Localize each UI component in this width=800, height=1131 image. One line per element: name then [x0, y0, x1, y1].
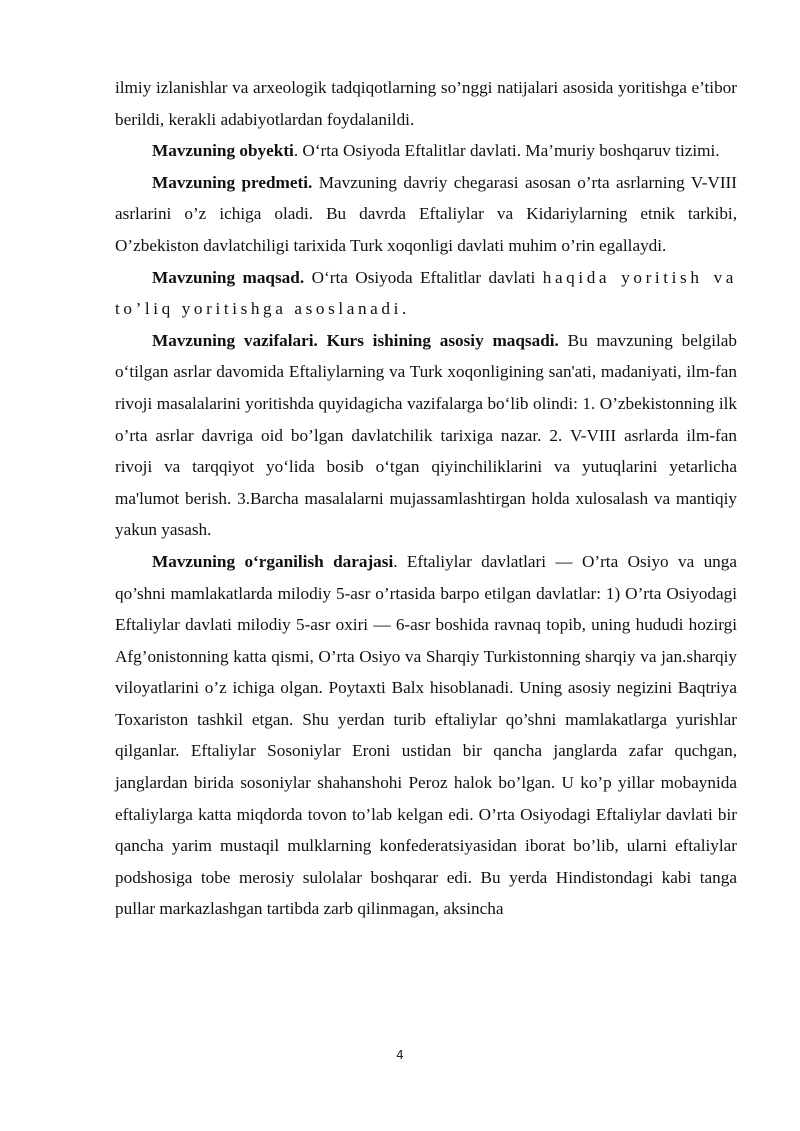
document-page [115, 72, 737, 925]
maqsad-spaced-text: haqida yoritish va to’liq yoritishga asoslanadi. [115, 267, 737, 319]
predmet-text: Mavzuning davriy chegarasi asosan o’rta asrlarning V-VIII asrlarini o’z ichiga oladi. Bu davrda Eftaliylar va Kidariylarning etnik tarkibi, O’zbekiston davlatchiligi tarixida Turk xoqonligi davlati muhim o’rin egallaydi. [115, 172, 738, 255]
page-number: 4 [396, 1048, 404, 1062]
maqsad-heading: Mavzuning maqsad. [152, 267, 305, 287]
vazifalari-text: Bu mavzuning belgilab o‘tilgan asrlar davomida Eftaliylarning va Turk xoqonligining san'ati, madaniyati, ilm-fan rivoji masalalarini yoritishda quyidagicha vazifalarga bo‘lib olindi: 1. O’zbekistonning ilk o’rta asrlar davriga oid bo’lgan davlatchilik tarixiga nazar. 2. V-VIII asrlarda ilm-fan rivoji va tarqqiyot yo‘lida bosib o‘tgan qiyinchiliklarini va yutuqlarini yetarlicha ma'lumot berish. 3.Barcha masalalarni mujassamlashtirgan holda xulosalash va mantiqiy yakun yasash. [115, 330, 737, 540]
darajasi-text: . Eftaliylar davlatlari — O’rta Osiyo va unga qo’shni mamlakatlarda milodiy 5-asr o’rtasida barpo etilgan davlatlar: 1) O’rta Osiyodagi Eftaliylar davlati milodiy 5-asr oxiri — 6-asr boshida ravnaq topib, uning hududi hozirgi Afg’onistonning katta qismi, O’rta Osiyo va Sharqiy Turkistonning sharqiy va jan.sharqiy viloyatlarini o’z ichiga olgan. Poytaxti Balx hisoblanadi. Uning asosiy negizini Baqtriya Toxariston tashkil etgan. Shu yerdan turib eftaliylar qo’shni mamlakatlarga yurishlar qilganlar. Eftaliylar Sosoniylar Eroni ustidan bir qancha janglarda zafar quchgan, janglardan birida sosoniylar shahanshohi Peroz halok bo’lgan. U ko’p yillar mobaynida eftaliylarga katta miqdorda tovon to’lab kelgan edi. O’rta Osiyodagi Eftaliylar davlati bir qancha yarim mustaqil mulklarning konfederatsiyasidan iborat bo’lib, ularni eftaliylar podshosiga tobe merosiy sulolalar boshqarar edi. Bu yerda Hindistondagi kabi tanga pullar markazlashgan tartibda zarb qilinmagan, aksincha [115, 551, 737, 919]
obyekt-text: . O‘rta Osiyoda Eftalitlar davlati. Ma’muriy boshqaruv tizimi. [293, 141, 720, 161]
paragraph-predmet [115, 167, 737, 262]
paragraph-maqsad [115, 262, 737, 325]
paragraph-obyekt [115, 135, 737, 167]
obyekt-heading: Mavzuning obyekti [152, 141, 294, 161]
maqsad-text: O‘rta Osiyoda Eftalitlar davlati [304, 267, 543, 287]
paragraph-darajasi [115, 546, 737, 925]
paragraph-vazifalari [115, 325, 737, 546]
darajasi-heading: Mavzuning o‘rganilish darajasi [152, 551, 394, 571]
paragraph-intro [115, 72, 737, 135]
predmet-heading: Mavzuning predmeti. [152, 172, 313, 192]
vazifalari-heading: Mavzuning vazifalari. Kurs ishining asosiy maqsadi. [152, 330, 559, 350]
intro-text: ilmiy izlanishlar va arxeologik tadqiqotlarning so’nggi natijalari asosida yoritishga e’tibor berildi, kerakli adabiyotlardan foydalanildi. [115, 78, 737, 129]
